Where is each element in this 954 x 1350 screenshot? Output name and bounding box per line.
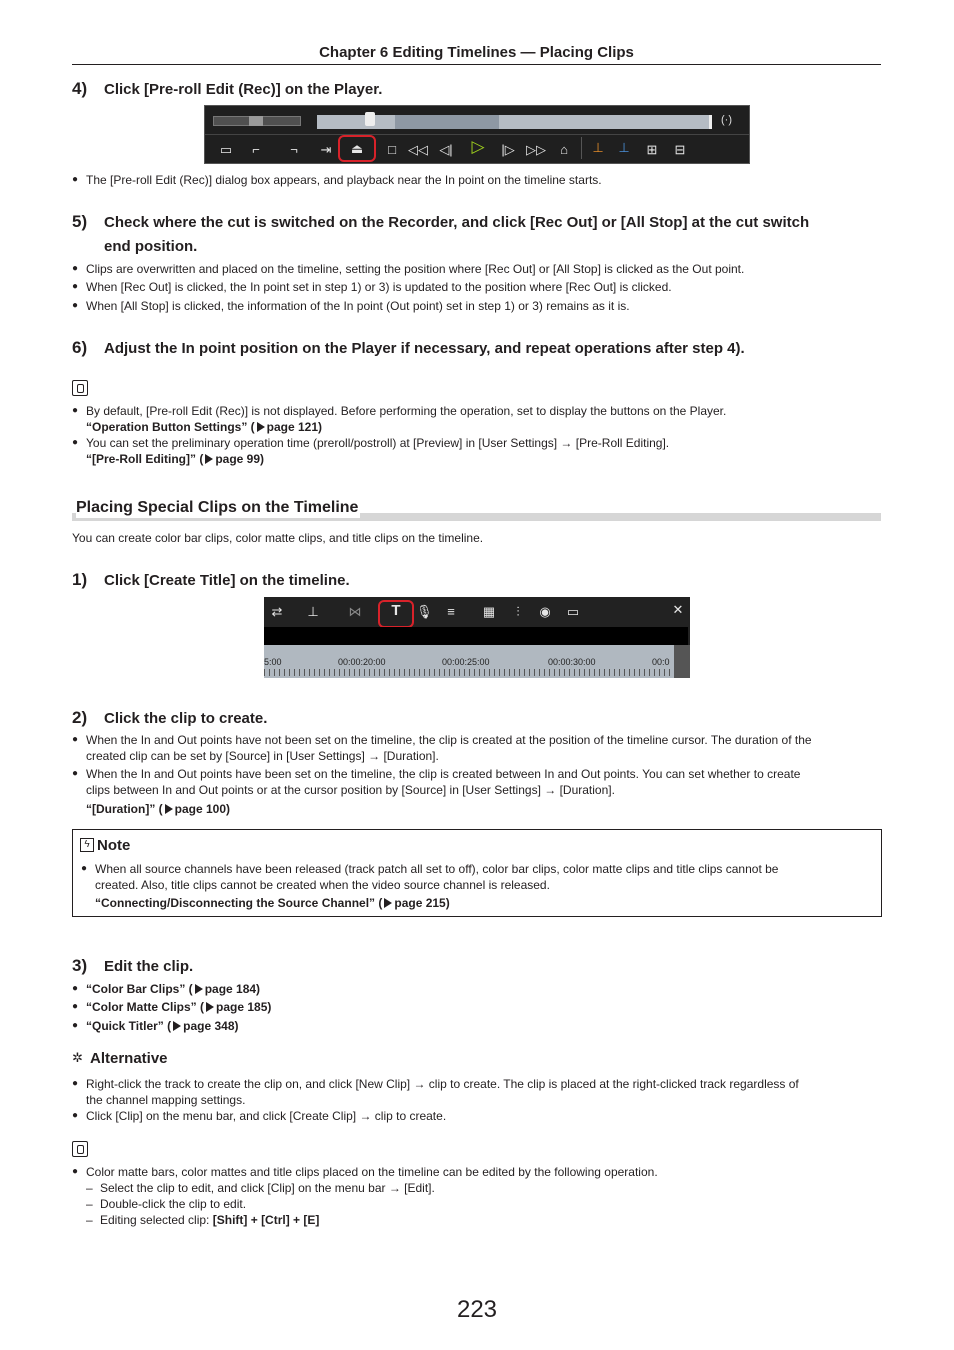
page-number: 223 [456,1296,498,1323]
split-icon: ⊥ [307,604,319,619]
overwrite-icon: ⊟ [674,142,686,157]
ruler-tick: 00:00:25:00 [442,657,490,667]
bullet-item: ● Clips are overwritten and placed on the timeline, setting the position where [Rec Out] or [All Stop] is clicked as the Out point. [72,262,745,276]
shortcut-keys: [Shift] + [Ctrl] + [E] [212,1213,320,1227]
memo-icon [72,1141,88,1157]
page-arrow-icon [195,984,203,994]
step-number: 6) [72,338,88,357]
step-forward-icon: |▷ [501,142,515,157]
ruler-tick: 5:00 [264,657,282,667]
playhead-marker [365,112,375,126]
step-number: 4) [72,79,88,98]
insert-icon: ⊞ [646,142,658,157]
cross-reference[interactable]: “Connecting/Disconnecting the Source Channel” ( page 215) [95,896,450,910]
step-text: Edit the clip. [104,958,194,975]
rewind-icon: ◁◁ [408,142,428,157]
chapter-header: Chapter 6 Editing Timelines — Placing Clips [319,44,634,61]
page-arrow-icon [257,422,265,432]
step-number: 2) [72,708,88,727]
close-icon: ✕ [672,602,684,617]
bullet-item-cont: clips between In and Out points or at the cursor position by [Source] in [User Settings] → [Duration]. [86,783,615,797]
memo-icon [72,380,88,396]
bullet-item: ● When all source channels have been released (track patch all set to off), color bar clips, color matte clips and title clips cannot be [81,862,779,876]
cross-reference[interactable]: ● “Color Matte Clips” ( page 185) [72,1000,272,1014]
fast-forward-icon: ▷▷ [526,142,546,157]
step-text: Adjust the In point position on the Player if necessary, and repeat operations after step 4). [104,340,745,357]
dash-item: – Select the clip to edit, and click [Clip] on the menu bar → [Edit]. [86,1181,435,1195]
view-icon: ▭ [566,604,580,619]
step-back-icon: ◁| [439,142,453,157]
slider-knob [249,116,263,126]
position-bar [317,115,709,129]
cross-reference[interactable]: “Operation Button Settings” ( page 121) [86,420,323,434]
bullet-item-cont: created. Also, title clips cannot be created when the video source channel is released. [95,878,550,892]
play-icon: ▷ [471,137,485,156]
ruler-tick: 00:00:20:00 [338,657,386,667]
marker-icon: ◉ [539,604,551,619]
position-bar-range [395,115,499,129]
alternative-title: Alternative [90,1050,168,1067]
bullet-item: ● Color matte bars, color mattes and title clips placed on the timeline can be edited by the following operation. [72,1165,658,1179]
step-text: Click [Create Title] on the timeline. [104,572,350,589]
player-toolbar-image [204,105,750,164]
match-frame-icon: ⊥ [592,140,604,155]
loop-play-icon: ⌂ [560,142,568,157]
step-number: 5) [72,212,88,231]
bullet-item-cont: the channel mapping settings. [86,1093,246,1107]
bullet-item: ● When the In and Out points have not been set on the timeline, the clip is created at the position of the timeline cursor. The duration of the [72,733,812,747]
dash-item: – Double-click the clip to edit. [86,1197,247,1211]
preroll-edit-rec-icon: ⏏ [350,141,364,156]
bullet-item: ● By default, [Pre-roll Edit (Rec)] is not displayed. Before performing the operation, set to display the buttons on the Player. [72,404,727,418]
step-text: Click [Pre-roll Edit (Rec)] on the Player. [104,81,383,98]
bullet-item: ● The [Pre-roll Edit (Rec)] dialog box appears, and playback near the In point on the timeline starts. [72,173,602,187]
step-text: Check where the cut is switched on the Recorder, and click [Rec Out] or [All Stop] at the cut switch [104,214,810,231]
track-icon: ⇄ [271,604,283,619]
bullet-item-cont: created clip can be set by [Source] in [User Settings] → [Duration]. [86,749,439,763]
dash-item: – Editing selected clip: [Shift] + [Ctrl] + [E] [86,1213,320,1227]
note-title: Note [97,837,131,854]
transition-icon: ⋈ [348,604,362,619]
section-heading [72,498,881,522]
set-out-icon: ¬ [290,142,298,157]
bullet-item: ● When [All Stop] is clicked, the information of the In point (Out point) set in step 1) or 3) remains as it is. [72,299,630,313]
bullet-item: ● Right-click the track to create the clip on, and click [New Clip] → clip to create. The clip is placed at the right-clicked track regardless of [72,1077,799,1091]
page-arrow-icon [206,1002,214,1012]
step-number: 1) [72,570,88,589]
cross-reference[interactable]: “[Pre-Roll Editing]” ( page 99) [86,452,265,466]
mic-icon: 🎙 [416,604,433,619]
bullet-item: ● When the In and Out points have been set on the timeline, the clip is created between In and Out points. You can set whether to create [72,767,801,781]
bullet-item: ● Click [Clip] on the menu bar, and click [Create Clip] → clip to create. [72,1109,447,1123]
page-arrow-icon [165,804,173,814]
clip-color-icon: ≡ [447,604,455,619]
step-text: Click the clip to create. [104,710,268,727]
section-intro: You can create color bar clips, color matte clips, and title clips on the timeline. [72,531,484,545]
cross-reference[interactable]: ● “Color Bar Clips” ( page 184) [72,982,261,996]
end-marker [709,115,712,129]
stop-icon: □ [388,142,396,157]
note-box [72,829,882,917]
page-arrow-icon [173,1021,181,1031]
bullet-item: ● When [Rec Out] is clicked, the In point set in step 1) or 3) is updated to the position where [Rec Out] is clicked. [72,280,672,294]
grid-icon: ▦ [482,604,496,619]
step-number: 3) [72,956,88,975]
step-text-cont: end position. [104,238,198,255]
edit-icon: ⇥ [320,142,332,157]
loop-icon: (·) [721,114,732,126]
cross-reference[interactable]: ● “Quick Titler” ( page 348) [72,1019,239,1033]
timeline-toolbar-image [264,597,690,678]
cross-reference[interactable]: “[Duration]” ( page 100) [86,802,231,816]
page-arrow-icon [384,898,392,908]
bullet-item: ● You can set the preliminary operation time (preroll/postroll) at [Preview] in [User Settings] → [Pre-Roll Editing]. [72,436,670,450]
page-arrow-icon [205,454,213,464]
match-frame-2-icon: ⊥ [618,140,630,155]
create-title-icon: T [391,602,401,619]
set-in-icon: ⌐ [252,142,260,157]
mixer-icon: ⫶ [516,604,520,619]
header-rule [72,64,881,65]
note-icon: ϟ [80,838,94,852]
ruler-tick: 00:00:30:00 [548,657,596,667]
rec-icon: ▭ [219,142,233,157]
alternative-icon: ✲ [72,1050,83,1065]
section-title: Placing Special Clips on the Timeline [76,499,359,516]
ruler-tick: 00:0 [652,657,670,667]
